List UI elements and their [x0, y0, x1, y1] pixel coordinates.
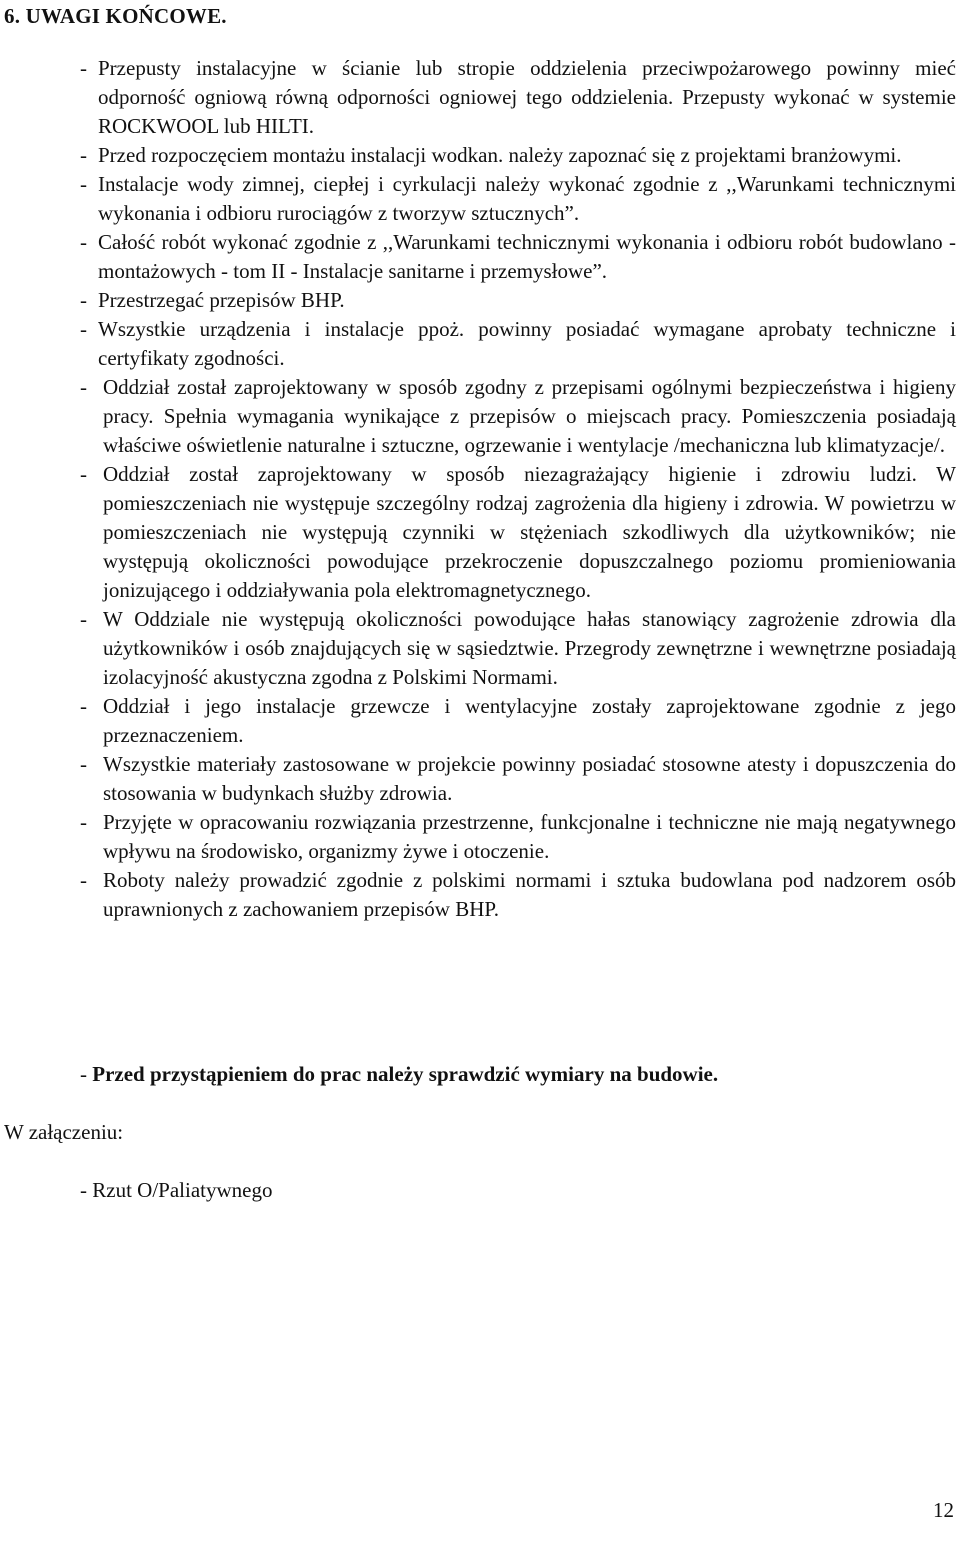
list-dash: - — [80, 607, 87, 631]
list-item — [80, 808, 956, 866]
remarks-group-health-safety — [80, 373, 956, 924]
list-item-text: Oddział i jego instalacje grzewcze i wentylacyjne zostały zaprojektowane zgodnie z jego przeznaczeniem. — [103, 694, 956, 747]
list-item — [80, 228, 956, 286]
list-dash: - — [80, 172, 87, 196]
list-item-text: Całość robót wykonać zgodnie z ,,Warunkami technicznymi wykonania i odbioru robót budowlano - montażowych - tom II - Instalacje sanitarne i przemysłowe”. — [98, 230, 956, 283]
list-item-text: Przestrzegać przepisów BHP. — [98, 288, 345, 312]
list-item — [80, 286, 956, 315]
list-dash: - — [80, 56, 87, 80]
list-item-text: Przyjęte w opracowaniu rozwiązania przestrzenne, funkcjonalne i techniczne nie mają negatywnego wpływu na środowisko, organizmy żywe i otoczenie. — [103, 810, 956, 863]
list-item — [80, 460, 956, 605]
list-dash: - — [80, 810, 87, 834]
list-item-text: Oddział został zaprojektowany w sposób niezagrażający higienie i zdrowiu ludzi. W pomieszczeniach nie występuje szczególny rodzaj zagrożenia dla higieny i zdrowia. W powietrzu w pomieszczeniach nie występują czynniki w stężeniach szkodliwych dla użytkowników; nie występują okoliczności powodujące przekroczenie dopuszczalnego poziomu promieniowania jonizującego i oddziaływania pola elektromagnetycznego. — [103, 462, 956, 602]
list-item-text: W Oddziale nie występują okoliczności powodujące hałas stanowiący zagrożenie zdrowia dla użytkowników i osób znajdujących się w sąsiedztwie. Przegrody zewnętrzne i wewnętrzne posiadają izolacyjność akustyczna zgodna z Polskimi Normami. — [103, 607, 956, 689]
list-item-text: Przed rozpoczęciem montażu instalacji wodkan. należy zapoznać się z projektami branżowymi. — [98, 143, 902, 167]
list-item — [80, 54, 956, 141]
list-item — [80, 170, 956, 228]
list-item-text: Wszystkie urządzenia i instalacje ppoż. powinny posiadać wymagane aprobaty techniczne i certyfikaty zgodności. — [98, 317, 956, 370]
list-item — [80, 692, 956, 750]
list-item-text: Oddział został zaprojektowany w sposób zgodny z przepisami ogólnymi bezpieczeństwa i higieny pracy. Spełnia wymagania wynikające z przepisów o miejscach pracy. Pomieszczenia posiadają właściwe oświetlenie naturalne i sztuczne, ogrzewanie i wentylacje /mechaniczna lub klimatyzacje/. — [103, 375, 956, 457]
remarks-group-general — [80, 54, 956, 373]
list-dash: - — [80, 317, 87, 341]
section-heading: 6. UWAGI KOŃCOWE. — [4, 4, 227, 28]
list-item — [80, 315, 956, 373]
list-item — [80, 605, 956, 692]
list-item — [80, 866, 956, 924]
remarks-list — [80, 54, 956, 924]
final-remark — [80, 1060, 718, 1089]
list-dash: - — [80, 230, 87, 254]
list-dash: - — [80, 143, 87, 167]
list-item — [80, 141, 956, 170]
list-item — [80, 373, 956, 460]
attachment-item: - Rzut O/Paliatywnego — [80, 1178, 273, 1202]
list-dash: - — [80, 288, 87, 312]
list-dash: - — [80, 375, 87, 399]
list-item-text: Roboty należy prowadzić zgodnie z polskimi normami i sztuka budowlana pod nadzorem osób uprawnionych z zachowaniem przepisów BHP. — [103, 868, 956, 921]
final-remark-dash: - — [80, 1062, 93, 1086]
list-dash: - — [80, 462, 87, 486]
list-item — [80, 750, 956, 808]
attachments-label: W załączeniu: — [4, 1120, 124, 1144]
list-item-text: Instalacje wody zimnej, ciepłej i cyrkulacji należy wykonać zgodnie z ,,Warunkami technicznymi wykonania i odbioru rurociągów z tworzyw sztucznych”. — [98, 172, 956, 225]
list-dash: - — [80, 868, 87, 892]
final-remark-text: Przed przystąpieniem do prac należy sprawdzić wymiary na budowie. — [92, 1062, 719, 1086]
list-item-text: Przepusty instalacyjne w ścianie lub stropie oddzielenia przeciwpożarowego powinny mieć odporność ogniową równą odporności ogniowej tego oddzielenia. Przepusty wykonać w systemie ROCKWOOL lub HILTI. — [98, 56, 956, 138]
list-item-text: Wszystkie materiały zastosowane w projekcie powinny posiadać stosowne atesty i dopuszczenia do stosowania w budynkach służby zdrowia. — [103, 752, 956, 805]
list-dash: - — [80, 694, 87, 718]
page-number: 12 — [933, 1498, 954, 1522]
list-dash: - — [80, 752, 87, 776]
